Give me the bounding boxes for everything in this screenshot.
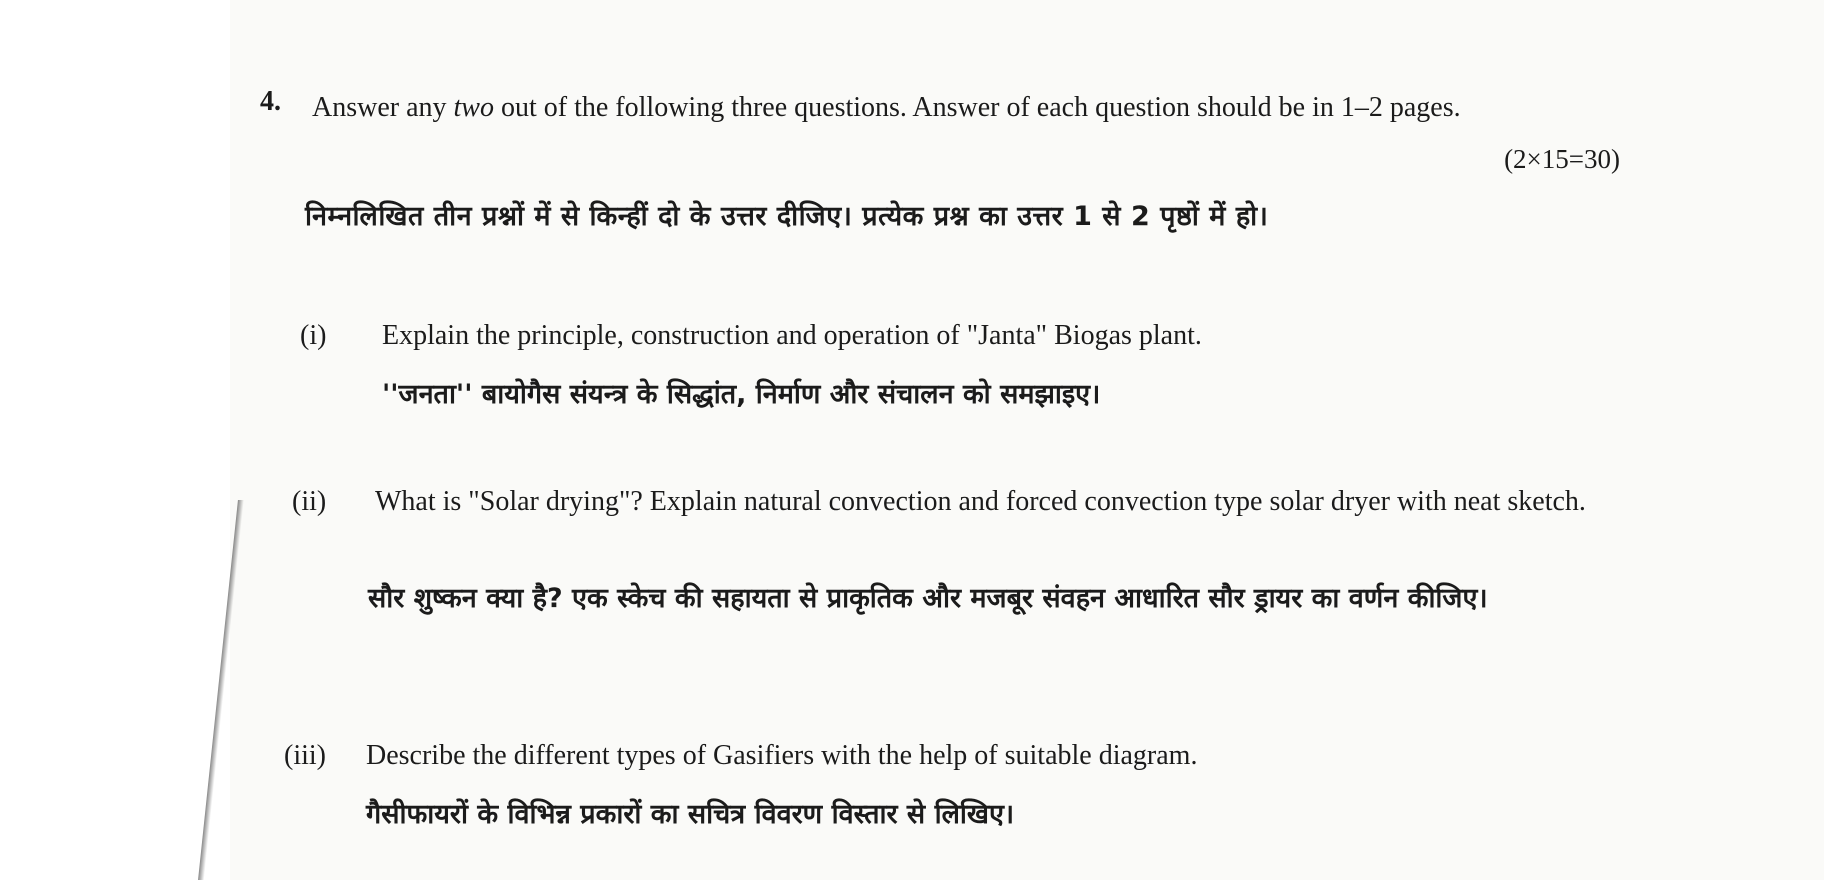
- question-number: 4.: [260, 86, 281, 117]
- item-hindi: गैसीफायरों के विभिन्न प्रकारों का सचित्र विवरण विस्तार से लिखिए।: [366, 799, 1015, 830]
- instruction-text-start: Answer any: [312, 92, 454, 123]
- item-hindi: सौर शुष्कन क्या है? एक स्केच की सहायता से प्राकृतिक और मजबूर संवहन आधारित सौर ड्रायर का वर्णन कीजिए।: [368, 583, 1488, 614]
- question-instruction-hindi: निम्नलिखित तीन प्रश्नों में से किन्हीं दो के उत्तर दीजिए। प्रत्येक प्रश्न का उत्तर 1 से 2 पृष्ठों में हो।: [305, 201, 1269, 232]
- question-instruction: [312, 86, 1612, 130]
- item-label: (i): [300, 320, 327, 351]
- item-label: (iii): [284, 740, 326, 771]
- item-english: What is "Solar drying"? Explain natural convection and forced convection type solar dryer with neat sketch.: [375, 486, 1586, 517]
- item-hindi: ''जनता'' बायोगैस संयन्त्र के सिद्धांत, निर्माण और संचालन को समझाइए।: [382, 379, 1101, 410]
- instruction-emphasis: two: [453, 92, 494, 123]
- item-label: (ii): [292, 486, 327, 517]
- instruction-text-end: out of the following three questions. Answer of each question should be in 1–2 pages.: [494, 92, 1461, 123]
- item-english: Describe the different types of Gasifiers with the help of suitable diagram.: [366, 740, 1198, 771]
- item-english: Explain the principle, construction and operation of "Janta" Biogas plant.: [382, 320, 1202, 351]
- question-marks: (2×15=30): [1504, 144, 1620, 174]
